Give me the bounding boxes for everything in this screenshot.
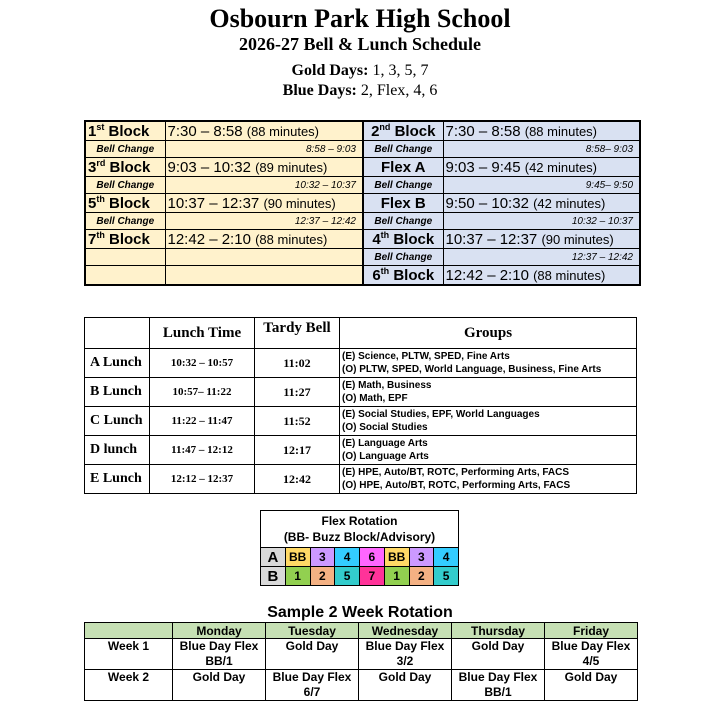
lunch-group-line: (E) Language Arts bbox=[342, 438, 428, 449]
rotation-day bbox=[545, 670, 638, 701]
blue-block-time: 9:50 – 10:32 (42 minutes) bbox=[443, 194, 640, 213]
flex-rotation-title: Flex Rotation bbox=[321, 514, 398, 528]
lunch-group-line: (O) HPE, Auto/BT, ROTC, Performing Arts, FACS bbox=[342, 480, 571, 491]
bell-schedule-table bbox=[84, 120, 641, 286]
tardy-bell: 11:52 bbox=[255, 407, 340, 436]
empty-cell bbox=[165, 249, 363, 266]
rotation-header: Tuesday bbox=[266, 623, 359, 639]
lunch-group-line: (E) HPE, Auto/BT, ROTC, Performing Arts, FACS bbox=[342, 467, 570, 478]
flex-row-label: B bbox=[261, 567, 286, 586]
empty-cell bbox=[165, 266, 363, 286]
tardy-bell: 11:02 bbox=[255, 349, 340, 378]
lunch-time: 11:47 – 12:12 bbox=[150, 436, 255, 465]
gold-block-time: 9:03 – 10:32 (89 minutes) bbox=[165, 158, 363, 177]
bell-change-label: Bell Change bbox=[85, 177, 165, 194]
rotation-day bbox=[173, 670, 266, 701]
tardy-bell: 12:17 bbox=[255, 436, 340, 465]
bell-change-time: 8:58 – 9:03 bbox=[165, 141, 363, 158]
lunch-row bbox=[85, 436, 637, 465]
bell-change-time: 12:37 – 12:42 bbox=[443, 249, 640, 266]
rotation-day bbox=[359, 670, 452, 701]
rotation-header: Wednesday bbox=[359, 623, 452, 639]
bell-change-time: 12:37 – 12:42 bbox=[165, 213, 363, 230]
rotation-day-type: Gold Day bbox=[378, 670, 432, 684]
lunch-groups bbox=[340, 436, 637, 465]
bell-change-label: Bell Change bbox=[363, 177, 443, 194]
flex-cell: 4 bbox=[434, 548, 459, 567]
flex-cell: BB bbox=[285, 548, 310, 567]
bell-change-time: 10:32 – 10:37 bbox=[443, 213, 640, 230]
rotation-day-blocks: BB/1 bbox=[205, 654, 233, 668]
lunch-group-line: (E) Social Studies, EPF, World Languages bbox=[342, 409, 540, 420]
lunch-name: B Lunch bbox=[85, 378, 150, 407]
lunch-row bbox=[85, 349, 637, 378]
rotation-day-blocks: 6/7 bbox=[303, 685, 321, 699]
bell-change-label: Bell Change bbox=[363, 141, 443, 158]
flex-row-label: A bbox=[261, 548, 286, 567]
lunch-header-time: Lunch Time bbox=[150, 318, 255, 349]
blue-days-value: 2, Flex, 4, 6 bbox=[360, 82, 438, 99]
rotation-day bbox=[266, 670, 359, 701]
bell-change-label: Bell Change bbox=[363, 213, 443, 230]
lunch-group-line: (O) PLTW, SPED, World Language, Business, Fine Arts bbox=[342, 364, 602, 375]
rotation-day-type: Gold Day bbox=[285, 639, 339, 653]
page-title: Osbourn Park High School bbox=[209, 4, 511, 33]
blue-block-label: 2nd Block bbox=[363, 121, 443, 141]
bell-change-label: Bell Change bbox=[363, 249, 443, 266]
rotation-day-blocks: 3/2 bbox=[396, 654, 414, 668]
flex-cell: 3 bbox=[310, 548, 335, 567]
flex-cell: 5 bbox=[434, 567, 459, 586]
blue-block-label: 6th Block bbox=[363, 266, 443, 286]
gold-block-label: 5th Block bbox=[85, 194, 165, 213]
blue-block-label: 4th Block bbox=[363, 230, 443, 249]
flex-rotation-subtitle: (BB- Buzz Block/Advisory) bbox=[283, 530, 436, 544]
rotation-day-blocks: 4/5 bbox=[582, 654, 600, 668]
gold-block-time: 12:42 – 2:10 (88 minutes) bbox=[165, 230, 363, 249]
rotation-day-blocks: BB/1 bbox=[484, 685, 512, 699]
rotation-week: Week 1 bbox=[85, 639, 173, 670]
flex-cell: 2 bbox=[409, 567, 434, 586]
rotation-day-type: Gold Day bbox=[471, 639, 525, 653]
lunch-time: 10:32 – 10:57 bbox=[150, 349, 255, 378]
blue-block-label: Flex B bbox=[363, 194, 443, 213]
lunch-name: E Lunch bbox=[85, 465, 150, 494]
rotation-header: Monday bbox=[173, 623, 266, 639]
flex-cell: 6 bbox=[360, 548, 385, 567]
rotation-day bbox=[359, 639, 452, 670]
blue-block-time: 10:37 – 12:37 (90 minutes) bbox=[443, 230, 640, 249]
blue-block-time: 9:03 – 9:45 (42 minutes) bbox=[443, 158, 640, 177]
lunch-group-line: (E) Science, PLTW, SPED, Fine Arts bbox=[342, 351, 510, 362]
rotation-day bbox=[173, 639, 266, 670]
gold-block-time: 10:37 – 12:37 (90 minutes) bbox=[165, 194, 363, 213]
lunch-groups bbox=[340, 465, 637, 494]
lunch-group-line: (E) Math, Business bbox=[342, 380, 432, 391]
blue-block-time: 7:30 – 8:58 (88 minutes) bbox=[443, 121, 640, 141]
lunch-groups bbox=[340, 407, 637, 436]
blue-days-label: Blue Days: bbox=[282, 82, 357, 99]
lunch-row bbox=[85, 407, 637, 436]
rotation-day-type: Blue Day Flex bbox=[365, 639, 445, 653]
lunch-row bbox=[85, 465, 637, 494]
lunch-time: 11:22 – 11:47 bbox=[150, 407, 255, 436]
lunch-group-line: (O) Language Arts bbox=[342, 451, 429, 462]
sample-rotation-title: Sample 2 Week Rotation bbox=[267, 604, 453, 621]
lunch-time: 10:57– 11:22 bbox=[150, 378, 255, 407]
flex-cell: 1 bbox=[285, 567, 310, 586]
lunch-header-blank bbox=[85, 318, 150, 349]
rotation-day-type: Blue Day Flex bbox=[551, 639, 631, 653]
lunch-group-line: (O) Math, EPF bbox=[342, 393, 408, 404]
flex-cell: 4 bbox=[335, 548, 360, 567]
bell-change-label: Bell Change bbox=[85, 213, 165, 230]
tardy-bell: 11:27 bbox=[255, 378, 340, 407]
blue-days-line bbox=[0, 82, 720, 100]
tardy-bell: 12:42 bbox=[255, 465, 340, 494]
rotation-day-type: Blue Day Flex bbox=[179, 639, 259, 653]
lunch-table bbox=[84, 317, 637, 494]
two-week-rotation-table bbox=[84, 622, 638, 701]
rotation-row bbox=[85, 639, 638, 670]
flex-cell: 2 bbox=[310, 567, 335, 586]
flex-cell: 3 bbox=[409, 548, 434, 567]
page-subtitle: 2026-27 Bell & Lunch Schedule bbox=[238, 34, 482, 54]
flex-cell: 5 bbox=[335, 567, 360, 586]
rotation-day bbox=[266, 639, 359, 670]
rotation-day-type: Gold Day bbox=[564, 670, 618, 684]
gold-days-line bbox=[0, 62, 720, 80]
gold-block-label: 3rd Block bbox=[85, 158, 165, 177]
rotation-header: Thursday bbox=[452, 623, 545, 639]
rotation-day bbox=[452, 670, 545, 701]
bell-change-label: Bell Change bbox=[85, 141, 165, 158]
empty-cell bbox=[85, 249, 165, 266]
rotation-day-type: Blue Day Flex bbox=[272, 670, 352, 684]
lunch-name: D lunch bbox=[85, 436, 150, 465]
flex-row bbox=[261, 567, 459, 586]
lunch-header-tardy: Tardy Bell bbox=[255, 318, 340, 349]
lunch-groups bbox=[340, 378, 637, 407]
bell-change-time: 9:45– 9:50 bbox=[443, 177, 640, 194]
lunch-group-line: (O) Social Studies bbox=[342, 422, 428, 433]
lunch-time: 12:12 – 12:37 bbox=[150, 465, 255, 494]
bell-change-time: 8:58– 9:03 bbox=[443, 141, 640, 158]
empty-cell bbox=[85, 266, 165, 286]
gold-block-label: 1st Block bbox=[85, 121, 165, 141]
rotation-week: Week 2 bbox=[85, 670, 173, 701]
lunch-name: C Lunch bbox=[85, 407, 150, 436]
rotation-header bbox=[85, 623, 173, 639]
flex-rotation-table bbox=[260, 510, 459, 586]
gold-days-value: 1, 3, 5, 7 bbox=[372, 62, 429, 79]
rotation-day bbox=[545, 639, 638, 670]
rotation-day-type: Blue Day Flex bbox=[458, 670, 538, 684]
bell-change-time: 10:32 – 10:37 bbox=[165, 177, 363, 194]
blue-block-label: Flex A bbox=[363, 158, 443, 177]
flex-cell: 7 bbox=[360, 567, 385, 586]
flex-cell: BB bbox=[384, 548, 409, 567]
gold-block-label: 7th Block bbox=[85, 230, 165, 249]
rotation-row bbox=[85, 670, 638, 701]
lunch-groups bbox=[340, 349, 637, 378]
lunch-row bbox=[85, 378, 637, 407]
lunch-header-groups: Groups bbox=[340, 318, 637, 349]
gold-days-label: Gold Days: bbox=[291, 62, 369, 79]
blue-block-time: 12:42 – 2:10 (88 minutes) bbox=[443, 266, 640, 286]
flex-row bbox=[261, 548, 459, 567]
rotation-day-type: Gold Day bbox=[192, 670, 246, 684]
rotation-header: Friday bbox=[545, 623, 638, 639]
flex-cell: 1 bbox=[384, 567, 409, 586]
rotation-day bbox=[452, 639, 545, 670]
lunch-name: A Lunch bbox=[85, 349, 150, 378]
gold-block-time: 7:30 – 8:58 (88 minutes) bbox=[165, 121, 363, 141]
flex-rotation-heading bbox=[261, 511, 459, 548]
